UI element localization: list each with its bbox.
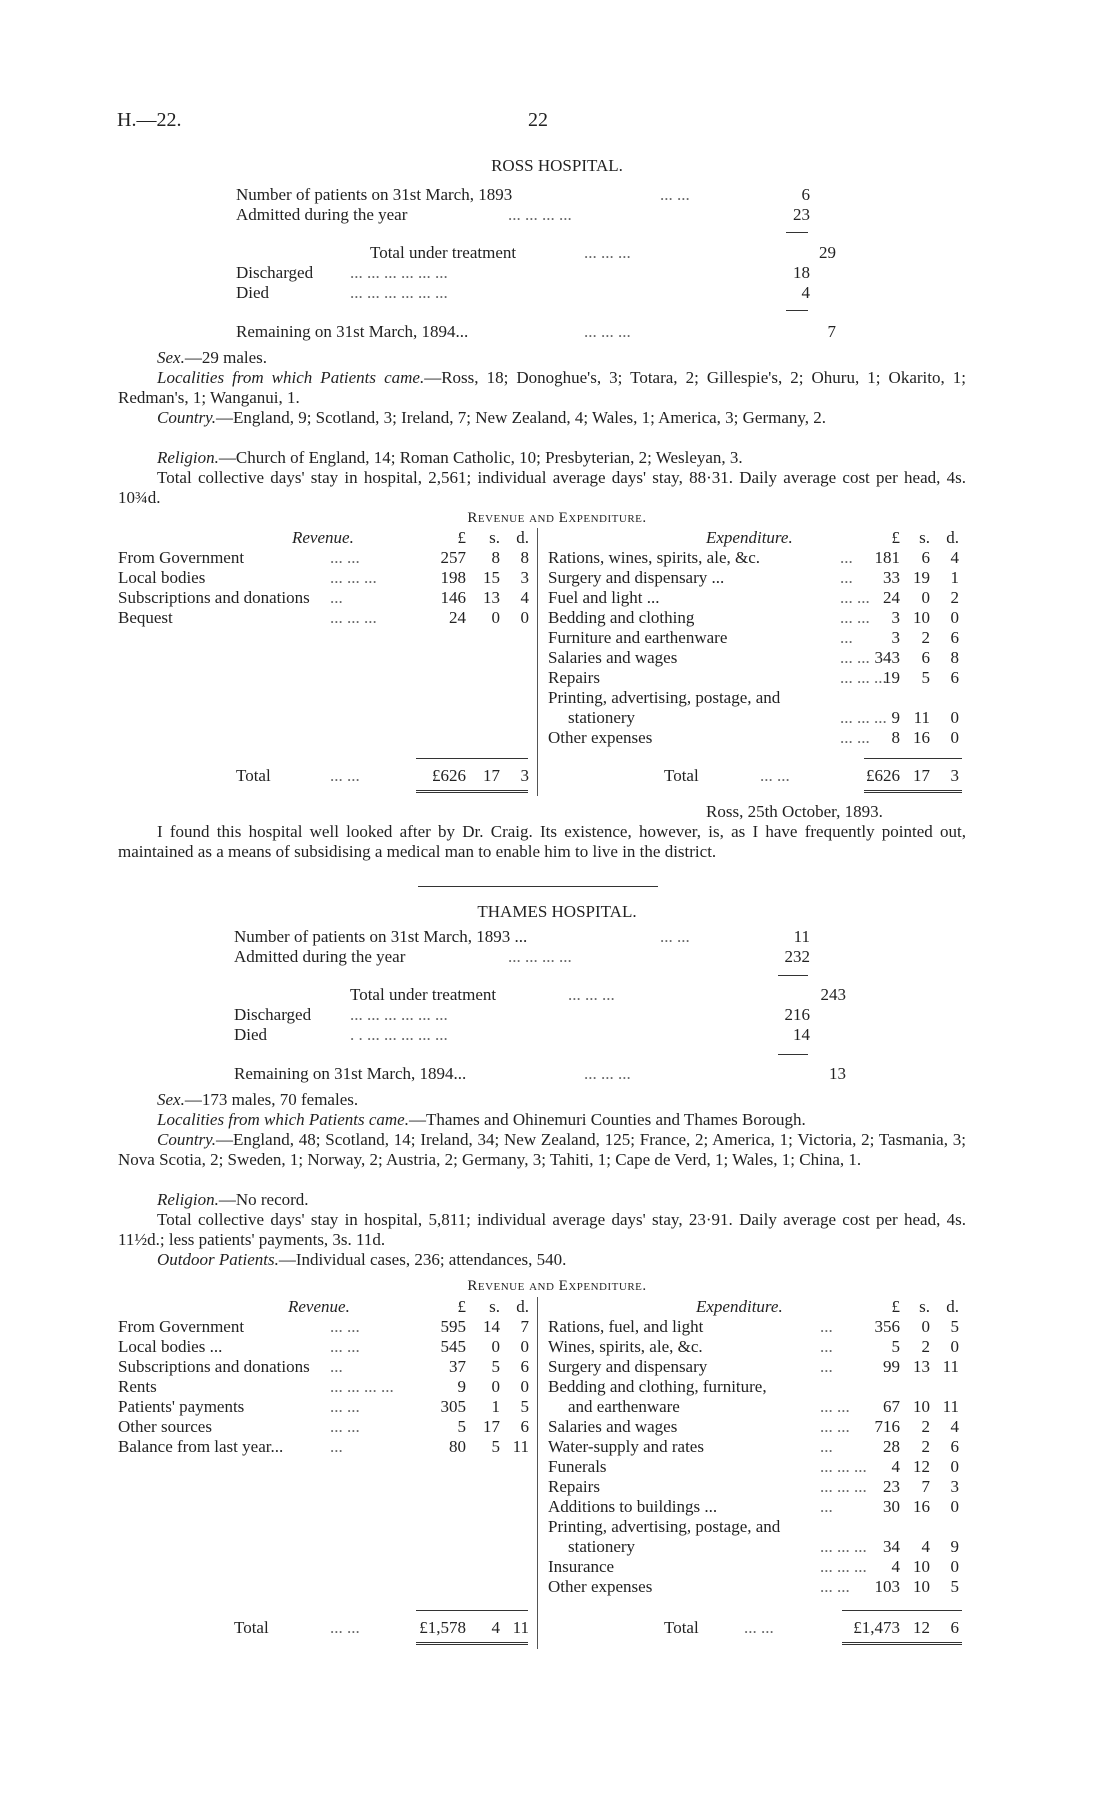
- row-label: Printing, advertising, postage, and: [548, 688, 781, 707]
- row-dots: ... ...: [330, 1417, 360, 1436]
- ross-stat-value: 7: [827, 322, 836, 341]
- subtotal-rule: [778, 975, 808, 976]
- ross-stat-label: Admitted during the year: [236, 205, 408, 224]
- row-shillings: 16: [913, 1497, 930, 1516]
- row-dots: ... ... ...: [820, 1477, 867, 1496]
- row-pence: 6: [520, 1357, 529, 1376]
- row-shillings: 12: [913, 1457, 930, 1476]
- shillings-col-head: s.: [919, 1297, 930, 1316]
- thames-stat-label: Discharged: [234, 1005, 312, 1024]
- ross-stat-value: 18: [793, 263, 810, 282]
- row-shillings: 5: [921, 668, 930, 687]
- thames-stat-label: Number of patients on 31st March, 1893 ...: [234, 927, 528, 946]
- revenue-heading: Revenue.: [288, 1297, 350, 1316]
- ross-revenue-expenditure-title: Revenue and Expenditure.: [467, 510, 647, 526]
- row-dots: ...: [820, 1357, 833, 1376]
- row-pence: 0: [950, 1497, 959, 1516]
- ross-expenditure-total-pounds: £626: [866, 766, 900, 785]
- row-pence: 5: [520, 1397, 529, 1416]
- row-dots: ...: [820, 1437, 833, 1456]
- thames-stat-value: 216: [784, 1005, 810, 1024]
- row-label: Printing, advertising, postage, and: [548, 1517, 781, 1536]
- row-label: Rations, fuel, and light: [548, 1317, 704, 1336]
- row-label: Local bodies: [118, 568, 206, 587]
- thames-stay: Total collective days' stay in hospital, 5,811; individual average days' stay, 23·91. Daily average cost per head, 4s. 11½d.; less patients' payments, 3s. 11d.: [118, 1210, 966, 1249]
- pence-col-head: d.: [516, 528, 529, 547]
- row-shillings: 6: [921, 548, 930, 567]
- pence-col-head: d.: [946, 1297, 959, 1316]
- ross-stat-dots: ... ... ... ... ... ...: [350, 263, 448, 282]
- row-shillings: 10: [913, 1557, 930, 1576]
- ross-expenditure-total-label: Total: [664, 766, 699, 785]
- document-reference: H.—22.: [117, 109, 182, 131]
- ross-expenditure-total-shillings: 17: [913, 766, 930, 785]
- thames-revenue-total-shillings: 4: [491, 1618, 500, 1637]
- ross-stat-label: Remaining on 31st March, 1894...: [236, 322, 469, 341]
- row-pounds: 146: [440, 588, 466, 607]
- row-pounds: 716: [874, 1417, 900, 1436]
- row-shillings: 10: [913, 1577, 930, 1596]
- row-dots: ... ...: [820, 1577, 850, 1596]
- row-dots: ... ...: [330, 1317, 360, 1336]
- total-rule: [416, 758, 528, 759]
- row-shillings: 6: [921, 648, 930, 667]
- thames-stat-label: Total under treatment: [350, 985, 497, 1004]
- row-shillings: 2: [921, 628, 930, 647]
- ross-title: ROSS HOSPITAL.: [491, 156, 623, 175]
- ross-revenue-total-shillings: 17: [483, 766, 500, 785]
- double-rule: [416, 1642, 528, 1645]
- row-pence: 0: [950, 1337, 959, 1356]
- ross-revenue-total-pounds: £626: [432, 766, 466, 785]
- row-dots: ...: [820, 1337, 833, 1356]
- thames-stat-label: Remaining on 31st March, 1894...: [234, 1064, 467, 1083]
- ross-stat-label: Discharged: [236, 263, 314, 282]
- row-pounds: 99: [883, 1357, 900, 1376]
- pounds-col-head: £: [457, 528, 466, 547]
- row-label: Bequest: [118, 608, 173, 627]
- row-pounds: 356: [874, 1317, 900, 1336]
- row-pence: 0: [950, 1557, 959, 1576]
- row-dots: ... ...: [330, 1337, 360, 1356]
- row-label: and earthenware: [568, 1397, 680, 1416]
- thames-outdoor: Outdoor Patients.—Individual cases, 236; attendances, 540.: [157, 1250, 567, 1269]
- ross-signoff: Ross, 25th October, 1893.: [706, 802, 883, 821]
- row-dots: ... ... ...: [820, 1557, 867, 1576]
- thames-sex-line: Sex.—173 males, 70 females.: [157, 1090, 359, 1109]
- subtotal-rule: [786, 232, 808, 233]
- row-dots: ... ...: [330, 1397, 360, 1416]
- row-label: Rents: [118, 1377, 157, 1396]
- thames-revenue-total-label: Total: [234, 1618, 269, 1637]
- row-pounds: 8: [891, 728, 900, 747]
- thames-stat-dots: ... ... ...: [568, 985, 615, 1004]
- row-shillings: 19: [913, 568, 930, 587]
- row-pence: 6: [950, 668, 959, 687]
- row-pounds: 5: [457, 1417, 466, 1436]
- row-pence: 0: [950, 1457, 959, 1476]
- ross-revenue-total-label: Total: [236, 766, 271, 785]
- ross-stat-dots: ... ... ... ... ... ...: [350, 283, 448, 302]
- row-pounds: 24: [449, 608, 466, 627]
- ross-country: Country.—England, 9; Scotland, 3; Ireland, 7; New Zealand, 4; Wales, 1; America, 3; Germany, 2.: [157, 408, 827, 427]
- row-dots: ... ...: [840, 728, 870, 747]
- row-pence: 11: [942, 1357, 959, 1376]
- row-shillings: 17: [483, 1417, 500, 1436]
- ross-revenue-total-dots: ... ...: [330, 766, 360, 785]
- row-shillings: 11: [913, 708, 930, 727]
- row-dots: ...: [820, 1317, 833, 1336]
- row-shillings: 14: [483, 1317, 500, 1336]
- row-pence: 2: [950, 588, 959, 607]
- row-shillings: 0: [491, 1377, 500, 1396]
- row-pounds: 103: [874, 1577, 900, 1596]
- row-label: Rations, wines, spirits, ale, &c.: [548, 548, 761, 567]
- row-shillings: 7: [921, 1477, 930, 1496]
- thames-revenue-total-pence: 11: [512, 1618, 529, 1637]
- row-pence: 8: [950, 648, 959, 667]
- row-pence: 0: [520, 1377, 529, 1396]
- row-pounds: 19: [883, 668, 900, 687]
- ross-sex-line: Sex.—29 males.: [157, 348, 267, 367]
- row-label: Salaries and wages: [548, 1417, 678, 1436]
- row-label: stationery: [568, 708, 636, 727]
- row-shillings: 0: [491, 608, 500, 627]
- thames-stat-value: 14: [793, 1025, 810, 1044]
- row-shillings: 0: [491, 1337, 500, 1356]
- double-rule: [842, 1642, 962, 1645]
- row-dots: ... ...: [840, 608, 870, 627]
- row-pounds: 9: [457, 1377, 466, 1396]
- row-label: Surgery and dispensary ...: [548, 568, 725, 587]
- row-shillings: 10: [913, 1397, 930, 1416]
- ross-stay: Total collective days' stay in hospital, 2,561; individual average days' stay, 88·31. Daily average cost per head, 4s. 10¾d.: [118, 468, 966, 507]
- ross-stat-dots: ... ... ...: [584, 243, 631, 262]
- pounds-col-head: £: [457, 1297, 466, 1316]
- row-shillings: 5: [491, 1437, 500, 1456]
- row-label: From Government: [118, 548, 245, 567]
- row-label: Surgery and dispensary: [548, 1357, 708, 1376]
- row-pence: 0: [950, 728, 959, 747]
- row-pence: 6: [950, 1437, 959, 1456]
- subtotal-rule: [778, 1054, 808, 1055]
- row-pounds: 30: [883, 1497, 900, 1516]
- thames-revenue-total-pounds: £1,578: [419, 1618, 466, 1637]
- ross-stat-label: Died: [236, 283, 270, 302]
- ross-stat-dots: ... ... ... ...: [508, 205, 572, 224]
- thames-stat-dots: ... ... ... ... ... ...: [350, 1005, 448, 1024]
- thames-revenue-total-dots: ... ...: [330, 1618, 360, 1637]
- row-dots: ... ...: [820, 1397, 850, 1416]
- total-rule: [416, 1610, 528, 1611]
- shillings-col-head: s.: [489, 528, 500, 547]
- row-dots: ... ... ...: [820, 1537, 867, 1556]
- row-dots: ...: [840, 628, 853, 647]
- thames-country: Country.—England, 48; Scotland, 14; Ireland, 34; New Zealand, 125; France, 2; America, 1; Victoria, 2; Tasmania, 3; Nova Scotia, 2; Sweden, 1; Norway, 2; Austria, 2; Germany, 3; Tahiti, 1; Cape de Verd, 1; Wales, 1; China, 1.: [118, 1130, 966, 1169]
- thames-stat-value: 13: [829, 1064, 846, 1083]
- row-shillings: 10: [913, 608, 930, 627]
- row-shillings: 2: [921, 1437, 930, 1456]
- row-label: Local bodies ...: [118, 1337, 223, 1356]
- row-label: Repairs: [548, 668, 600, 687]
- row-pounds: 28: [883, 1437, 900, 1456]
- thames-expenditure-total-dots: ... ...: [744, 1618, 774, 1637]
- row-dots: ... ... ...: [330, 568, 377, 587]
- shillings-col-head: s.: [489, 1297, 500, 1316]
- row-pence: 0: [950, 608, 959, 627]
- row-shillings: 0: [921, 1317, 930, 1336]
- row-pence: 8: [520, 548, 529, 567]
- row-shillings: 8: [491, 548, 500, 567]
- ross-localities: Localities from which Patients came.—Ross, 18; Donoghue's, 3; Totara, 2; Gillespie's, 2; Ohuru, 1; Okarito, 1; Redman's, 1; Wanganui, 1.: [118, 368, 966, 407]
- ross-remark: I found this hospital well looked after by Dr. Craig. Its existence, however, is, as I have frequently pointed out, maintained as a means of subsidising a medical man to enable him to live in the district.: [118, 822, 966, 861]
- row-pounds: 257: [440, 548, 466, 567]
- row-pounds: 305: [440, 1397, 466, 1416]
- row-label: Bedding and clothing, furniture,: [548, 1377, 767, 1396]
- row-label: Funerals: [548, 1457, 607, 1476]
- row-dots: ... ... ...: [330, 608, 377, 627]
- pence-col-head: d.: [946, 528, 959, 547]
- row-shillings: 13: [483, 588, 500, 607]
- row-shillings: 2: [921, 1417, 930, 1436]
- row-label: Subscriptions and donations: [118, 588, 310, 607]
- ross-stat-value: 4: [801, 283, 810, 302]
- row-pounds: 5: [891, 1337, 900, 1356]
- thames-stat-value: 232: [784, 947, 810, 966]
- row-dots: ...: [840, 548, 853, 567]
- row-label: Other expenses: [548, 1577, 653, 1596]
- ross-stat-label: Number of patients on 31st March, 1893: [236, 185, 513, 204]
- row-shillings: 15: [483, 568, 500, 587]
- total-rule: [842, 1610, 962, 1611]
- thames-localities: Localities from which Patients came.—Thames and Ohinemuri Counties and Thames Borough.: [157, 1110, 806, 1129]
- row-pounds: 595: [440, 1317, 466, 1336]
- row-pence: 4: [950, 548, 959, 567]
- row-shillings: 13: [913, 1357, 930, 1376]
- row-pounds: 34: [883, 1537, 900, 1556]
- row-pence: 6: [520, 1417, 529, 1436]
- row-label: Repairs: [548, 1477, 600, 1496]
- pounds-col-head: £: [891, 528, 900, 547]
- thames-title: THAMES HOSPITAL.: [477, 902, 637, 921]
- row-label: Other expenses: [548, 728, 653, 747]
- thames-expenditure-total-pence: 6: [950, 1618, 959, 1637]
- thames-expenditure-total-shillings: 12: [913, 1618, 930, 1637]
- thames-expenditure-total-pounds: £1,473: [853, 1618, 900, 1637]
- ross-stat-label: Total under treatment: [370, 243, 517, 262]
- row-shillings: 16: [913, 728, 930, 747]
- row-pence: 5: [950, 1577, 959, 1596]
- ross-stat-dots: ... ... ...: [584, 322, 631, 341]
- thames-expenditure-total-label: Total: [664, 1618, 699, 1637]
- thames-stat-dots: ... ... ...: [584, 1064, 631, 1083]
- row-label: Furniture and earthenware: [548, 628, 728, 647]
- revenue-heading: Revenue.: [292, 528, 354, 547]
- ross-stat-value: 29: [819, 243, 836, 262]
- expenditure-heading: Expenditure.: [696, 1297, 783, 1316]
- row-label: From Government: [118, 1317, 245, 1336]
- ross-expenditure-total-dots: ... ...: [760, 766, 790, 785]
- row-pounds: 545: [440, 1337, 466, 1356]
- row-dots: ...: [330, 1437, 343, 1456]
- row-pounds: 9: [891, 708, 900, 727]
- row-label: stationery: [568, 1537, 636, 1556]
- row-pence: 5: [950, 1317, 959, 1336]
- row-pence: 0: [950, 708, 959, 727]
- thames-religion: Religion.—No record.: [157, 1190, 309, 1209]
- ross-stat-value: 6: [801, 185, 810, 204]
- row-label: Fuel and light ...: [548, 588, 660, 607]
- row-pounds: 181: [874, 548, 900, 567]
- ross-stat-dots: ... ...: [660, 185, 690, 204]
- expenditure-heading: Expenditure.: [706, 528, 793, 547]
- table-divider: [537, 1297, 538, 1649]
- row-pence: 11: [942, 1397, 959, 1416]
- row-label: Wines, spirits, ale, &c.: [548, 1337, 703, 1356]
- row-dots: ... ...: [840, 588, 870, 607]
- row-pounds: 37: [449, 1357, 466, 1376]
- row-dots: ... ... ...: [820, 1457, 867, 1476]
- row-label: Additions to buildings ...: [548, 1497, 718, 1516]
- row-pence: 7: [520, 1317, 529, 1336]
- row-dots: ... ...: [840, 648, 870, 667]
- double-rule: [864, 790, 962, 793]
- thames-stat-value: 243: [820, 985, 846, 1004]
- row-shillings: 4: [921, 1537, 930, 1556]
- row-shillings: 5: [491, 1357, 500, 1376]
- row-dots: ...: [820, 1497, 833, 1516]
- row-pounds: 3: [891, 608, 900, 627]
- ross-expenditure-total-pence: 3: [950, 766, 959, 785]
- row-pence: 11: [512, 1437, 529, 1456]
- row-pence: 0: [520, 1337, 529, 1356]
- row-pounds: 4: [891, 1557, 900, 1576]
- table-divider: [537, 528, 538, 796]
- pence-col-head: d.: [516, 1297, 529, 1316]
- row-pounds: 4: [891, 1457, 900, 1476]
- double-rule: [416, 790, 528, 793]
- total-rule: [864, 758, 962, 759]
- row-pence: 4: [520, 588, 529, 607]
- row-label: Salaries and wages: [548, 648, 678, 667]
- thames-stat-dots: ... ... ... ...: [508, 947, 572, 966]
- thames-stat-dots: ... ...: [660, 927, 690, 946]
- row-label: Balance from last year...: [118, 1437, 284, 1456]
- row-label: Water-supply and rates: [548, 1437, 704, 1456]
- row-dots: ... ...: [330, 548, 360, 567]
- row-shillings: 2: [921, 1337, 930, 1356]
- thames-stat-value: 11: [793, 927, 810, 946]
- row-pounds: 24: [883, 588, 900, 607]
- section-divider: [418, 886, 658, 887]
- row-dots: ...: [330, 1357, 343, 1376]
- row-shillings: 0: [921, 588, 930, 607]
- row-label: Other sources: [118, 1417, 212, 1436]
- row-dots: ... ...: [820, 1417, 850, 1436]
- row-dots: ... ... ... ...: [330, 1377, 394, 1396]
- row-pounds: 343: [874, 648, 900, 667]
- row-pence: 6: [950, 628, 959, 647]
- row-label: Bedding and clothing: [548, 608, 695, 627]
- page-number: 22: [528, 109, 548, 131]
- thames-stat-label: Admitted during the year: [234, 947, 406, 966]
- row-pence: 1: [950, 568, 959, 587]
- row-dots: ... ... ...: [840, 708, 887, 727]
- row-label: Insurance: [548, 1557, 615, 1576]
- row-pence: 3: [520, 568, 529, 587]
- ross-religion: Religion.—Church of England, 14; Roman Catholic, 10; Presbyterian, 2; Wesleyan, 3.: [157, 448, 743, 467]
- thames-stat-dots: . . ... ... ... ... ...: [350, 1025, 448, 1044]
- pounds-col-head: £: [891, 1297, 900, 1316]
- row-pounds: 33: [883, 568, 900, 587]
- shillings-col-head: s.: [919, 528, 930, 547]
- row-pounds: 23: [883, 1477, 900, 1496]
- row-pence: 0: [520, 608, 529, 627]
- thames-stat-label: Died: [234, 1025, 268, 1044]
- row-pence: 4: [950, 1417, 959, 1436]
- ross-stat-value: 23: [793, 205, 810, 224]
- thames-revenue-expenditure-title: Revenue and Expenditure.: [467, 1278, 647, 1294]
- row-dots: ... ... ...: [840, 668, 887, 687]
- row-pence: 3: [950, 1477, 959, 1496]
- subtotal-rule: [786, 310, 808, 311]
- row-pounds: 80: [449, 1437, 466, 1456]
- row-dots: ...: [330, 588, 343, 607]
- ross-revenue-total-pence: 3: [520, 766, 529, 785]
- row-dots: ...: [840, 568, 853, 587]
- row-label: Subscriptions and donations: [118, 1357, 310, 1376]
- row-label: Patients' payments: [118, 1397, 245, 1416]
- row-pounds: 3: [891, 628, 900, 647]
- row-pence: 9: [950, 1537, 959, 1556]
- row-pounds: 198: [440, 568, 466, 587]
- row-shillings: 1: [491, 1397, 500, 1416]
- row-pounds: 67: [883, 1397, 900, 1416]
